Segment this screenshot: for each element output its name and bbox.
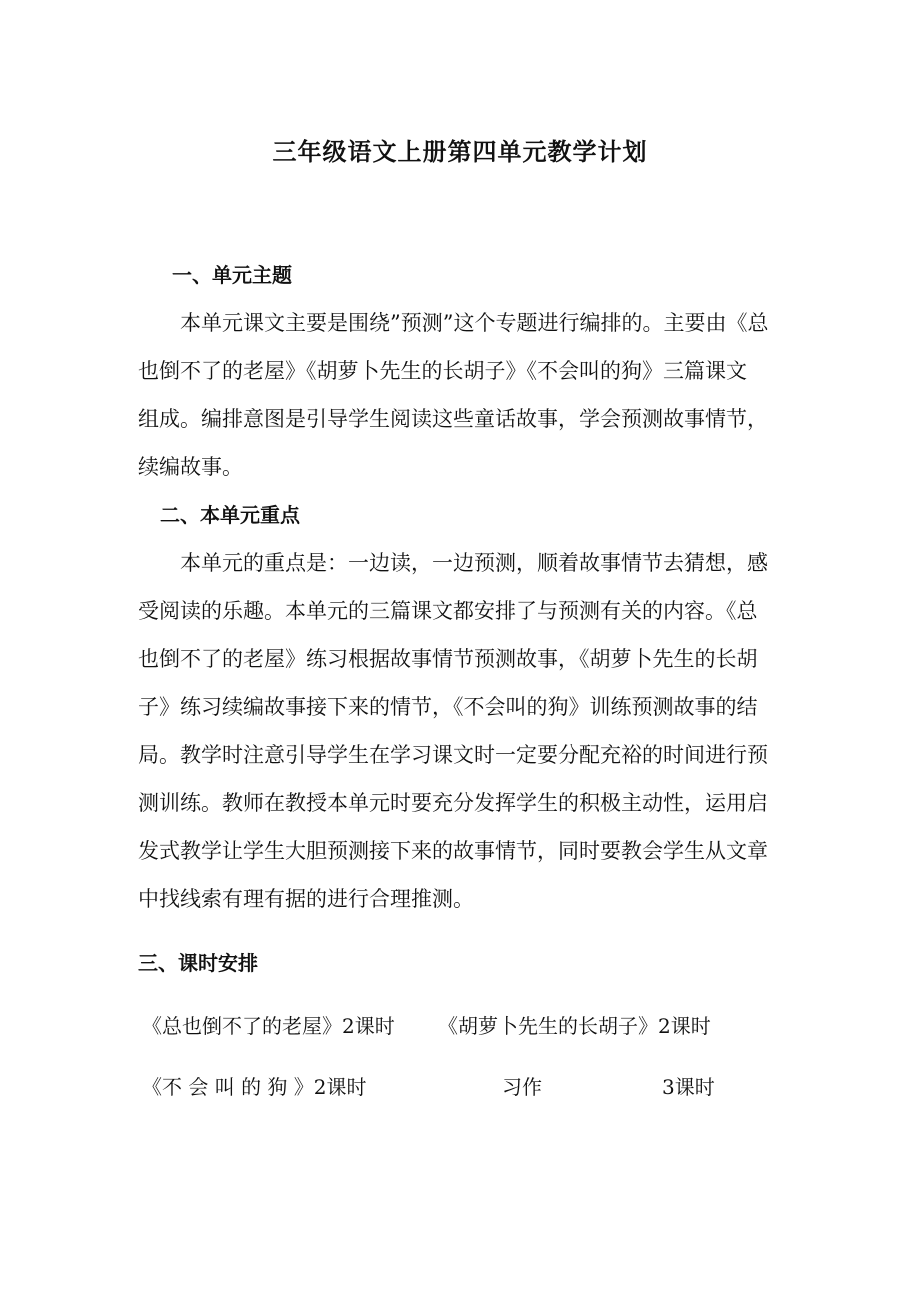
paragraph-line: 本单元的重点是：一边读，一边预测，顺着故事情节去猜想，感	[180, 551, 768, 575]
paragraph-line: 也倒不了的老屋》《胡萝卜先生的长胡子》《不会叫的狗》三篇课文	[138, 359, 747, 383]
paragraph-line: 局。教学时注意引导学生在学习课文时一定要分配充裕的时间进行预	[138, 743, 768, 767]
paragraph-line: 受阅读的乐趣。本单元的三篇课文都安排了与预测有关的内容。《总	[138, 599, 758, 623]
document-title: 三年级语文上册第四单元教学计划	[272, 137, 648, 166]
paragraph-line: 组成。编排意图是引导学生阅读这些童话故事，学会预测故事情节，	[138, 407, 768, 431]
paragraph-line: 测训练。教师在教授本单元时要充分发挥学生的积极主动性，运用启	[138, 791, 768, 815]
section-heading-schedule: 三、课时安排	[138, 951, 258, 975]
unit-theme-paragraph	[138, 299, 783, 491]
schedule-item-writing: 习作	[502, 1075, 542, 1099]
schedule-item-carrot-beard: 《胡萝卜先生的长胡子》2课时	[438, 1014, 711, 1038]
schedule-item-writing-hours: 3课时	[662, 1075, 715, 1099]
paragraph-line: 子》练习续编故事接下来的情节，《不会叫的狗》训练预测故事的结	[138, 695, 758, 719]
paragraph-line: 续编故事。	[138, 455, 243, 479]
paragraph-line: 中找线索有理有据的进行合理推测。	[138, 887, 474, 911]
unit-focus-paragraph	[138, 539, 783, 923]
schedule-item-silent-dog: 《不 会 叫 的 狗 》2课时	[142, 1075, 367, 1099]
section-heading-unit-focus: 二、本单元重点	[160, 503, 300, 527]
schedule-item-old-house: 《总也倒不了的老屋》2课时	[142, 1014, 395, 1038]
paragraph-line: 也倒不了的老屋》练习根据故事情节预测故事，《胡萝卜先生的长胡	[138, 647, 758, 671]
paragraph-line: 发式教学让学生大胆预测接下来的故事情节，同时要教会学生从文章	[138, 839, 768, 863]
section-heading-unit-theme: 一、单元主题	[172, 263, 292, 287]
paragraph-line: 本单元课文主要是围绕”预测”这个专题进行编排的。主要由《总	[180, 311, 769, 335]
